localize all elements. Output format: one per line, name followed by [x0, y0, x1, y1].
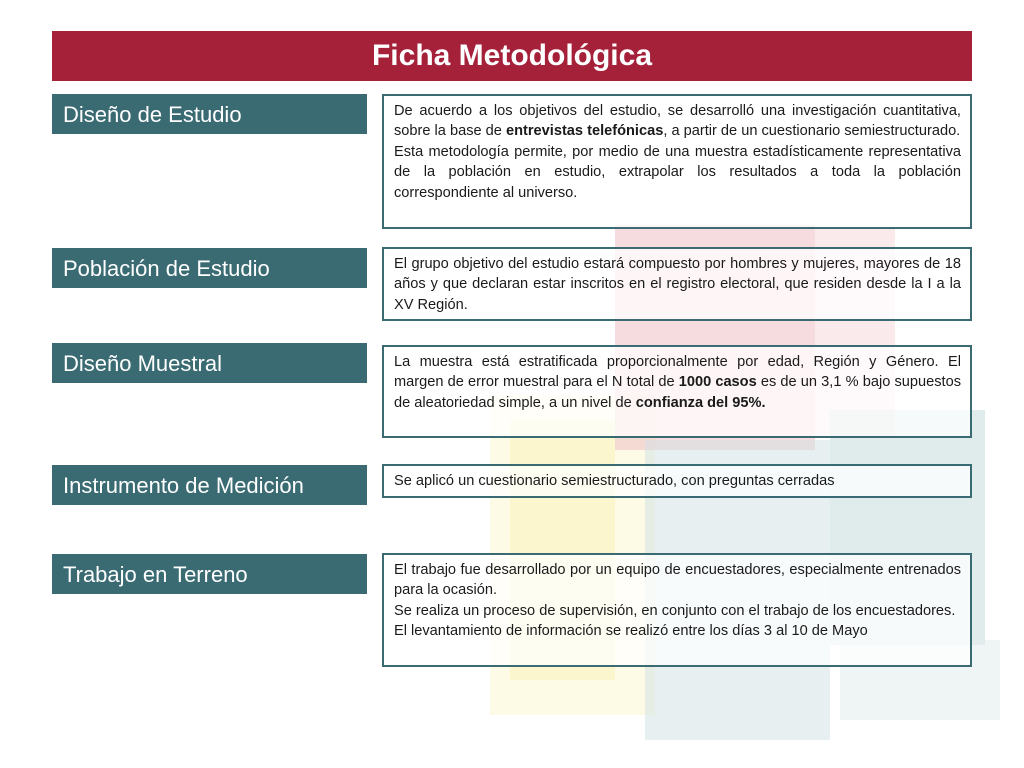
bold-text: confianza del 95%. [635, 394, 766, 411]
label-poblacion-estudio: Población de Estudio [52, 248, 367, 288]
bold-text: 1000 casos [678, 374, 757, 391]
diseno-muestral-text [394, 352, 961, 413]
trabajo-terreno-paragraph-1: El trabajo fue desarrollado por un equipo de encuestadores, especialmente entrenados para la ocasión. [394, 562, 961, 599]
poblacion-estudio-text: El grupo objetivo del estudio estará compuesto por hombres y mujeres, mayores de 18 años y que declaran estar inscritos en el registro electoral, que residen desde la I a la XV Región. [394, 256, 961, 313]
trabajo-terreno-paragraph-3: El levantamiento de información se realizó entre los días 3 al 10 de Mayo [394, 623, 868, 640]
label-instrumento-medicion: Instrumento de Medición [52, 465, 367, 505]
page-title: Ficha Metodológica [52, 31, 972, 81]
trabajo-terreno-paragraph-2: Se realiza un proceso de supervisión, en conjunto con el trabajo de los encuestadores. [394, 602, 956, 619]
text-segment: es de un 3,1 % bajo supuestos de aleatoriedad simple, a un nivel de [394, 374, 961, 411]
text-segment: La muestra está estratificada proporcionalmente por edad, Región y Género. El margen de error muestral para el N total de [394, 354, 961, 391]
box-diseno-estudio [382, 94, 972, 229]
instrumento-medicion-text: Se aplicó un cuestionario semiestructurado, con preguntas cerradas [394, 473, 835, 489]
label-diseno-muestral: Diseño Muestral [52, 343, 367, 383]
box-trabajo-terreno [382, 553, 972, 667]
label-diseno-estudio: Diseño de Estudio [52, 94, 367, 134]
diseno-estudio-paragraph-2: Esta metodología permite, por medio de una muestra estadísticamente representativa de la población en estudio, extrapolar los resultados a toda la población correspondiente al universo. [394, 143, 961, 201]
box-poblacion-estudio [382, 247, 972, 321]
box-diseno-muestral [382, 345, 972, 438]
bold-text: entrevistas telefónicas [505, 123, 664, 140]
diseno-estudio-paragraph-1 [394, 101, 961, 142]
text-segment: , a partir de un cuestionario semiestructurado. [663, 123, 961, 140]
label-trabajo-terreno: Trabajo en Terreno [52, 554, 367, 594]
text-segment: De acuerdo a los objetivos del estudio, se desarrolló una investigación cuantitativa, sobre la base de [394, 103, 961, 140]
box-instrumento-medicion [382, 464, 972, 498]
